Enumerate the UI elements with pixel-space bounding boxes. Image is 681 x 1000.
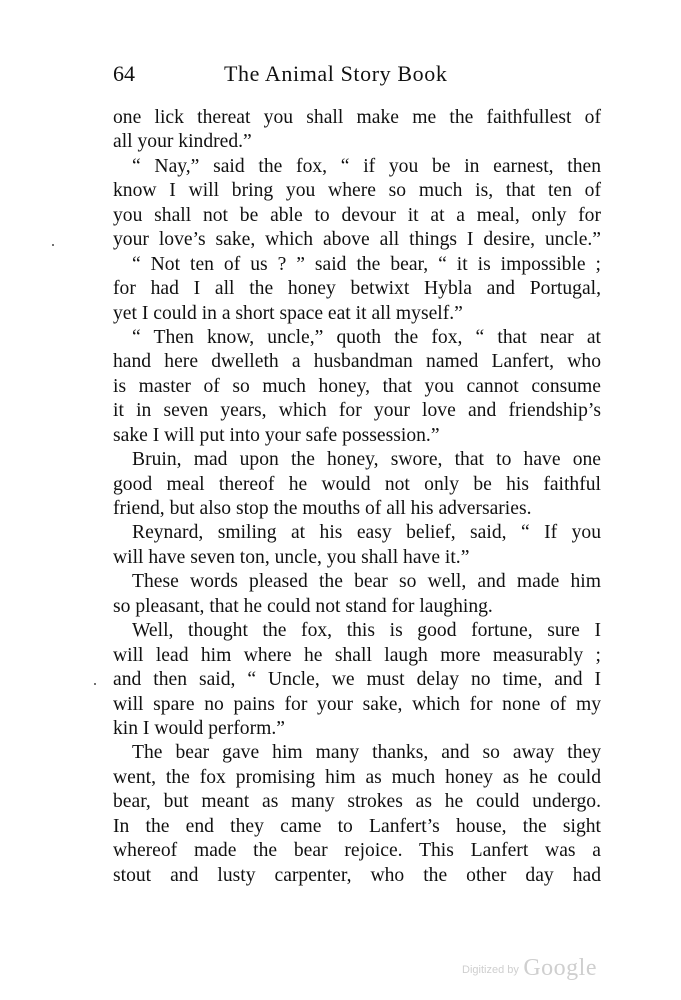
text-line: so pleasant, that he could not stand for laughing. [113, 595, 493, 617]
print-speck [94, 683, 96, 685]
text-line: is master of so much honey, that you cannot consume [113, 375, 601, 397]
text-line: bear, but meant as many strokes as he could undergo. [113, 791, 601, 813]
text-line: went, the fox promising him as much honey as he could [113, 766, 601, 788]
running-title: The Animal Story Book [224, 61, 448, 86]
text-line: good meal thereof he would not only be his faithful [113, 473, 601, 495]
text-line: hand here dwelleth a husbandman named Lanfert, who [113, 351, 601, 373]
text-line: and then said, “ Uncle, we must delay no time, and I [113, 669, 601, 691]
text-line: you shall not be able to devour it at a meal, only for [113, 204, 601, 226]
text-line: will have seven ton, uncle, you shall have it.” [113, 546, 470, 568]
text-line: yet I could in a short space eat it all myself.” [113, 302, 463, 324]
print-speck [52, 244, 54, 246]
text-line: These words pleased the bear so well, and made him [132, 571, 601, 593]
text-line: In the end they came to Lanfert’s house, the sight [113, 815, 601, 837]
text-line: “ Nay,” said the fox, “ if you be in earnest, then [132, 155, 601, 177]
text-line: “ Then know, uncle,” quoth the fox, “ that near at [132, 326, 601, 348]
text-line: it in seven years, which for your love and friendship’s [113, 400, 601, 422]
text-line: your love’s sake, which above all things I desire, uncle.” [113, 229, 601, 251]
text-line: “ Not ten of us ? ” said the bear, “ it is impossible ; [132, 253, 601, 275]
text-line: friend, but also stop the mouths of all his adversaries. [113, 498, 532, 519]
text-line: one lick thereat you shall make me the faithfullest of [113, 107, 601, 128]
text-line: will lead him where he shall laugh more measurably ; [113, 644, 601, 666]
text-line: know I will bring you where so much is, that ten of [113, 180, 601, 202]
text-line: stout and lusty carpenter, who the other day had [113, 864, 601, 886]
text-line: The bear gave him many thanks, and so away they [132, 742, 601, 764]
text-line: Bruin, mad upon the honey, swore, that to have one [132, 449, 601, 471]
page-number: 64 [113, 61, 135, 86]
text-line: sake I will put into your safe possession.” [113, 424, 440, 446]
body-text [113, 106, 601, 888]
text-line: Reynard, smiling at his easy belief, said, “ If you [132, 522, 601, 544]
text-line: whereof made the bear rejoice. This Lanfert was a [113, 840, 601, 862]
text-line: will spare no pains for your sake, which for none of my [113, 693, 601, 715]
text-line: kin I would perform.” [113, 717, 285, 739]
text-line: all your kindred.” [113, 131, 252, 153]
text-line: for had I all the honey betwixt Hybla and Portugal, [113, 278, 601, 300]
text-line: Well, thought the fox, this is good fortune, sure I [132, 620, 601, 642]
watermark-prefix: Digitized by [462, 964, 519, 976]
digitized-watermark [462, 955, 597, 982]
watermark-brand-logo: Google [523, 955, 597, 981]
